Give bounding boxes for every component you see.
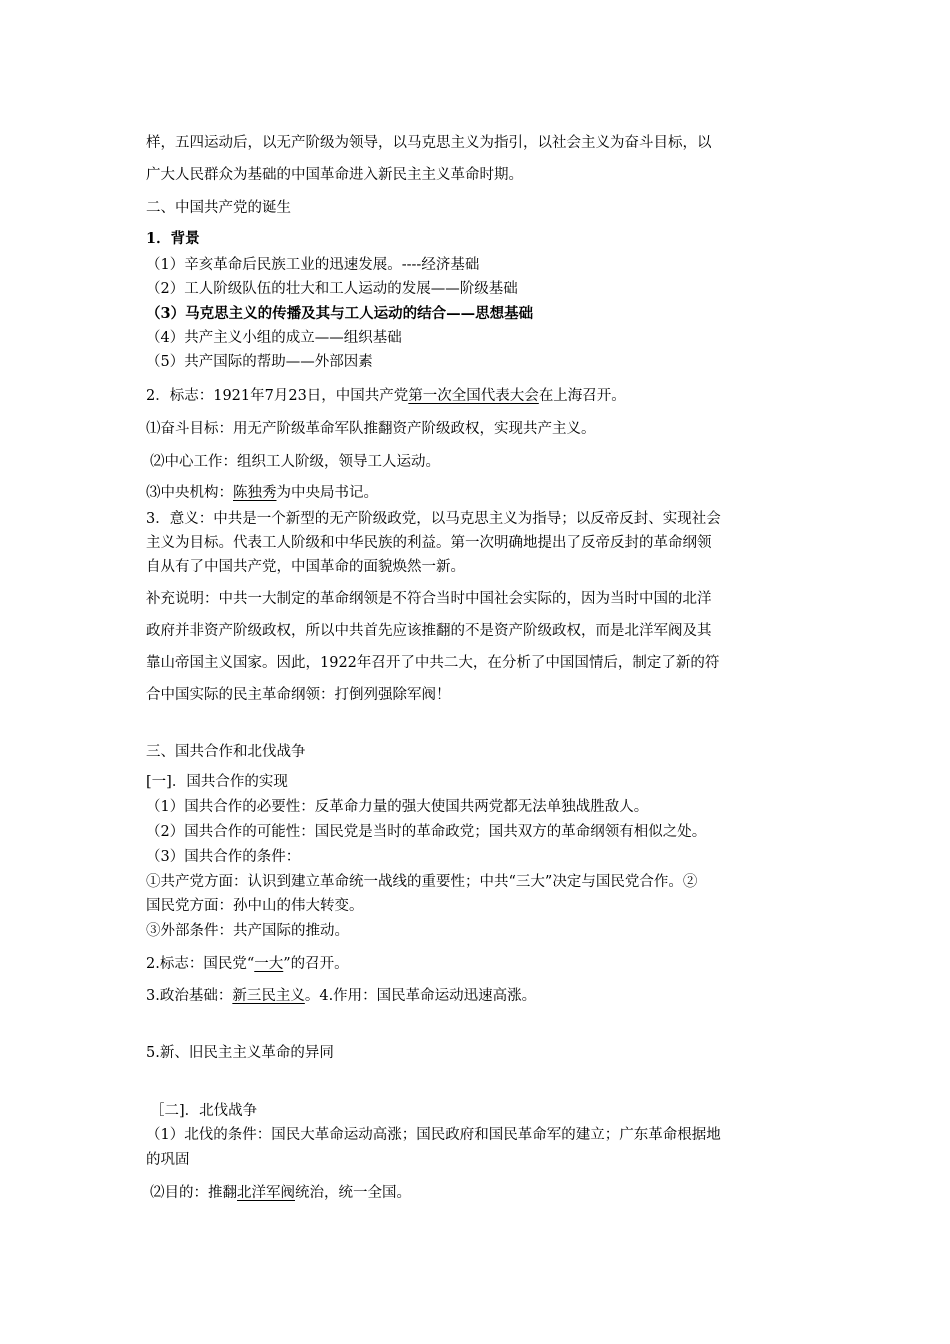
- text-run: [一]．国共合作的实现: [146, 774, 288, 790]
- list-item: [146, 822, 706, 842]
- list-item: [146, 1150, 190, 1170]
- paragraph-line: [146, 419, 596, 439]
- paragraph-line: [146, 921, 349, 941]
- underlined-term: 陈独秀: [233, 485, 277, 501]
- section-heading: [146, 1043, 334, 1063]
- list-item: [146, 797, 648, 817]
- text-run: 在上海召开。: [538, 388, 626, 404]
- text-run: 广大人民群众为基础的中国革命进入新民主主义革命时期。: [146, 167, 523, 183]
- text-run: 自从有了中国共产党，中国革命的面貌焕然一新。: [146, 559, 465, 575]
- paragraph-line: [146, 896, 364, 916]
- text-run: （4）共产主义小组的成立——组织基础: [146, 330, 402, 346]
- text-run: 统治，统一全国。: [295, 1185, 411, 1201]
- text-run: 。4.作用：国民革命运动迅速高涨。: [304, 988, 537, 1004]
- text-run: ⑵目的：推翻: [150, 1185, 237, 1201]
- text-run: ③外部条件：共产国际的推动。: [146, 923, 349, 939]
- paragraph-line: [146, 653, 719, 673]
- underlined-term: 新三民主义: [232, 988, 305, 1004]
- subsection-heading: [150, 1101, 257, 1121]
- subsection-heading: [146, 772, 288, 792]
- paragraph-line: [146, 133, 712, 153]
- paragraph-line: [146, 685, 451, 705]
- text-run: 2．标志：1921年7月23日，中国共产党: [146, 388, 409, 404]
- text-run: （5）共产国际的帮助——外部因素: [146, 354, 373, 370]
- text-run: ⑴奋斗目标：用无产阶级革命军队推翻资产阶级政权，实现共产主义。: [146, 421, 596, 437]
- paragraph-line: [146, 533, 712, 553]
- text-run: 2.标志：国民党“: [146, 956, 255, 972]
- text-run: 3.政治基础：: [146, 988, 233, 1004]
- paragraph-line: [146, 509, 721, 529]
- underlined-term: 北洋军阀: [237, 1185, 295, 1201]
- text-run: 主义为目标。代表工人阶级和中华民族的利益。第一次明确地提出了反帝反封的革命纲领: [146, 535, 712, 551]
- text-run: 国民党方面：孙中山的伟大转变。: [146, 898, 364, 914]
- text-run: 1．背景: [146, 230, 200, 247]
- paragraph-line: [146, 589, 712, 609]
- section-heading: [146, 198, 291, 218]
- text-run: 为中央局书记。: [276, 485, 378, 501]
- list-item: [146, 279, 518, 299]
- text-run: 政府并非资产阶级政权，所以中共首先应该推翻的不是资产阶级政权，而是北洋军阀及其: [146, 623, 712, 639]
- text-run: 样，五四运动后，以无产阶级为领导，以马克思主义为指引，以社会主义为奋斗目标，以: [146, 135, 712, 151]
- list-item: [146, 328, 402, 348]
- text-run: （2）工人阶级队伍的壮大和工人运动的发展——阶级基础: [146, 281, 518, 297]
- list-item: [146, 1125, 721, 1145]
- paragraph-line: [146, 483, 378, 503]
- text-run: ①共产党方面：认识到建立革命统一战线的重要性；中共“三大”决定与国民党合作。②: [146, 874, 698, 890]
- paragraph-line: [150, 452, 440, 472]
- subsection-heading: [146, 229, 200, 249]
- text-run: （2）国共合作的可能性：国民党是当时的革命政党；国共双方的革命纲领有相似之处。: [146, 824, 707, 840]
- text-run: （3）国共合作的条件：: [146, 849, 301, 865]
- paragraph-line: [146, 165, 523, 185]
- list-item: [150, 1183, 411, 1203]
- paragraph-line: [146, 954, 349, 974]
- list-item: [146, 304, 533, 324]
- text-run: （1）国共合作的必要性：反革命力量的强大使国共两党都无法单独战胜敌人。: [146, 799, 649, 815]
- text-run: 的巩固: [146, 1152, 190, 1168]
- text-run: 靠山帝国主义国家。因此，1922年召开了中共二大，在分析了中国国情后，制定了新的符: [146, 655, 720, 671]
- text-run: ⑶中央机构：: [146, 485, 233, 501]
- section-heading: [146, 742, 306, 762]
- list-item: [146, 847, 300, 867]
- text-run: ⑵中心工作：组织工人阶级，领导工人运动。: [150, 454, 440, 470]
- list-item: [146, 255, 479, 275]
- text-run: 5.新、旧民主主义革命的异同: [146, 1045, 334, 1061]
- text-run: 3．意义：中共是一个新型的无产阶级政党，以马克思主义为指导；以反帝反封、实现社会: [146, 511, 721, 527]
- text-run: ”的召开。: [283, 956, 349, 972]
- text-run: ［二]．北伐战争: [150, 1103, 258, 1119]
- list-item: [146, 352, 373, 372]
- underlined-term: 一大: [254, 956, 284, 972]
- underlined-term: 第一次全国代表大会: [408, 388, 539, 404]
- text-run: （1）北伐的条件：国民大革命运动高涨；国民政府和国民革命军的建立；广东革命根据地: [146, 1127, 721, 1143]
- paragraph-line: [146, 386, 626, 406]
- text-run: 三、国共合作和北伐战争: [146, 744, 306, 760]
- paragraph-line: [146, 872, 697, 892]
- text-run: （3）马克思主义的传播及其与工人运动的结合——思想基础: [146, 305, 534, 322]
- text-run: 合中国实际的民主革命纲领：打倒列强除军阀！: [146, 687, 451, 703]
- text-run: （1）辛亥革命后民族工业的迅速发展。----经济基础: [146, 257, 480, 273]
- paragraph-line: [146, 986, 536, 1006]
- text-run: 二、中国共产党的诞生: [146, 200, 291, 216]
- text-run: 补充说明：中共一大制定的革命纲领是不符合当时中国社会实际的，因为当时中国的北洋: [146, 591, 712, 607]
- paragraph-line: [146, 621, 712, 641]
- paragraph-line: [146, 557, 465, 577]
